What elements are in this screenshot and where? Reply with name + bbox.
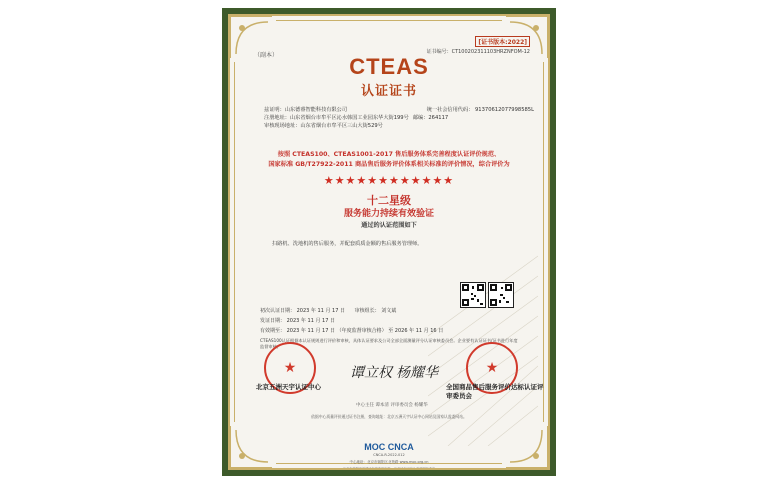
- footer-notes: 依据中心质量评价通过证书注册，查询地址：北京五洲天宇认证中心网站及国家认监委网站。: [311, 414, 467, 419]
- address-label: 注册地址：: [264, 115, 290, 121]
- qr-code-icon: [488, 282, 514, 308]
- certificate-number: 证书编号：CT100202311103HRZNFOM-12: [426, 49, 530, 55]
- star-rating: ★★★★★★★★★★★★: [323, 174, 455, 187]
- certificate-body: [228, 14, 550, 470]
- audit-site-address: 山东省烟台市牟平区三山大街529号: [300, 123, 383, 129]
- company-name: 山东德睿智能科技有限公司: [284, 107, 348, 113]
- border-left: [234, 62, 235, 422]
- moc-cnca-logo: MOC CNCA: [364, 442, 414, 452]
- evaluator-name: 刘文斌: [381, 308, 397, 314]
- red-seal-right: ★: [466, 342, 518, 394]
- cteas-logo-title: CTEAS: [349, 54, 429, 79]
- signatory-captions: 中心主任 谭本清 评审委员会 杨耀华: [356, 403, 428, 408]
- scope-title: 通过的认证范围如下: [361, 222, 417, 229]
- issue-label: 发证日期：: [260, 318, 286, 324]
- basis-line-1: 按照 CTEAS100、CTEAS1001-2017 售后服务体系完善程度认证评价规范、: [277, 151, 501, 158]
- qr-code-icon: [460, 282, 486, 308]
- center-address: 中心地址：北京市朝阳区北苑路 www.moc.org.cn: [349, 460, 429, 464]
- credit-label: 统一社会信用代码：: [426, 107, 474, 113]
- decorative-background-pattern: [428, 216, 538, 446]
- evaluator-label: 审核组长：: [354, 308, 380, 314]
- registered-address: 山东省烟台市牟平区沁水韩国工业园东华大街199号: [289, 115, 409, 121]
- valid-to: 至 2026 年 11 月 16 日: [388, 328, 444, 334]
- first-cert-date: 2023 年 11 月 17 日: [296, 308, 346, 314]
- issuer-right: 全国商品售后服务评价达标认证评审委员会: [446, 383, 544, 400]
- valid-from: 2023 年 11 月 17 日: [286, 328, 336, 334]
- certificate-heading: 认证证书: [360, 84, 417, 99]
- red-seal-left: ★: [264, 342, 316, 394]
- zip-label: 邮编：: [412, 115, 429, 121]
- credit-code: 91370612077998585L: [475, 107, 534, 113]
- signature-right: 杨耀华: [396, 365, 438, 381]
- signature-left: 谭立权: [350, 365, 392, 381]
- company-label: 兹证明：: [264, 107, 285, 113]
- fine-print: 证书有效期内须通过年度监督审核，证书状态可在认监委网站查询: [342, 467, 436, 470]
- star-level: 十二星级: [367, 194, 411, 207]
- copy-label: （副本）: [254, 52, 279, 59]
- service-verification-title: 服务能力持续有效验证: [343, 209, 434, 219]
- zip-code: 264117: [428, 115, 449, 121]
- certificate-frame: [222, 8, 556, 476]
- valid-label: 有效期至：: [260, 328, 286, 334]
- certification-notes: CTEAS100认证根据本认证规则进行评价和审核，具体认证要求及公司全部全面测量评分认证审核委员会。企业要有认证证书/证书进行年度监督审核。: [260, 338, 518, 349]
- issuer-left: 北京五洲天宇认证中心: [256, 383, 321, 391]
- office-label: 审核现场地址：: [264, 123, 301, 129]
- dates-block: [260, 306, 443, 336]
- certificate-version-badge: [证书版本:2022]: [475, 36, 530, 47]
- border-right: [543, 62, 544, 422]
- valid-note: （年度监督审核合格）: [336, 328, 387, 334]
- basis-line-2: 国家标准 GB/T27922-2011 商品售后服务评价体系相关标准的评价情况，综合评价为: [268, 161, 510, 168]
- accreditation-code: CNCA-R-2022-012: [373, 453, 405, 457]
- scope-text: 扫路机、洗地机的售后服务，并配套质质金额的售后服务管理师。: [272, 241, 423, 247]
- evaluation-basis: [250, 150, 528, 170]
- border-top: [276, 20, 502, 21]
- issue-date: 2023 年 11 月 17 日: [286, 318, 336, 324]
- first-cert-label: 初次认证日期：: [260, 308, 296, 314]
- company-info: [264, 106, 534, 130]
